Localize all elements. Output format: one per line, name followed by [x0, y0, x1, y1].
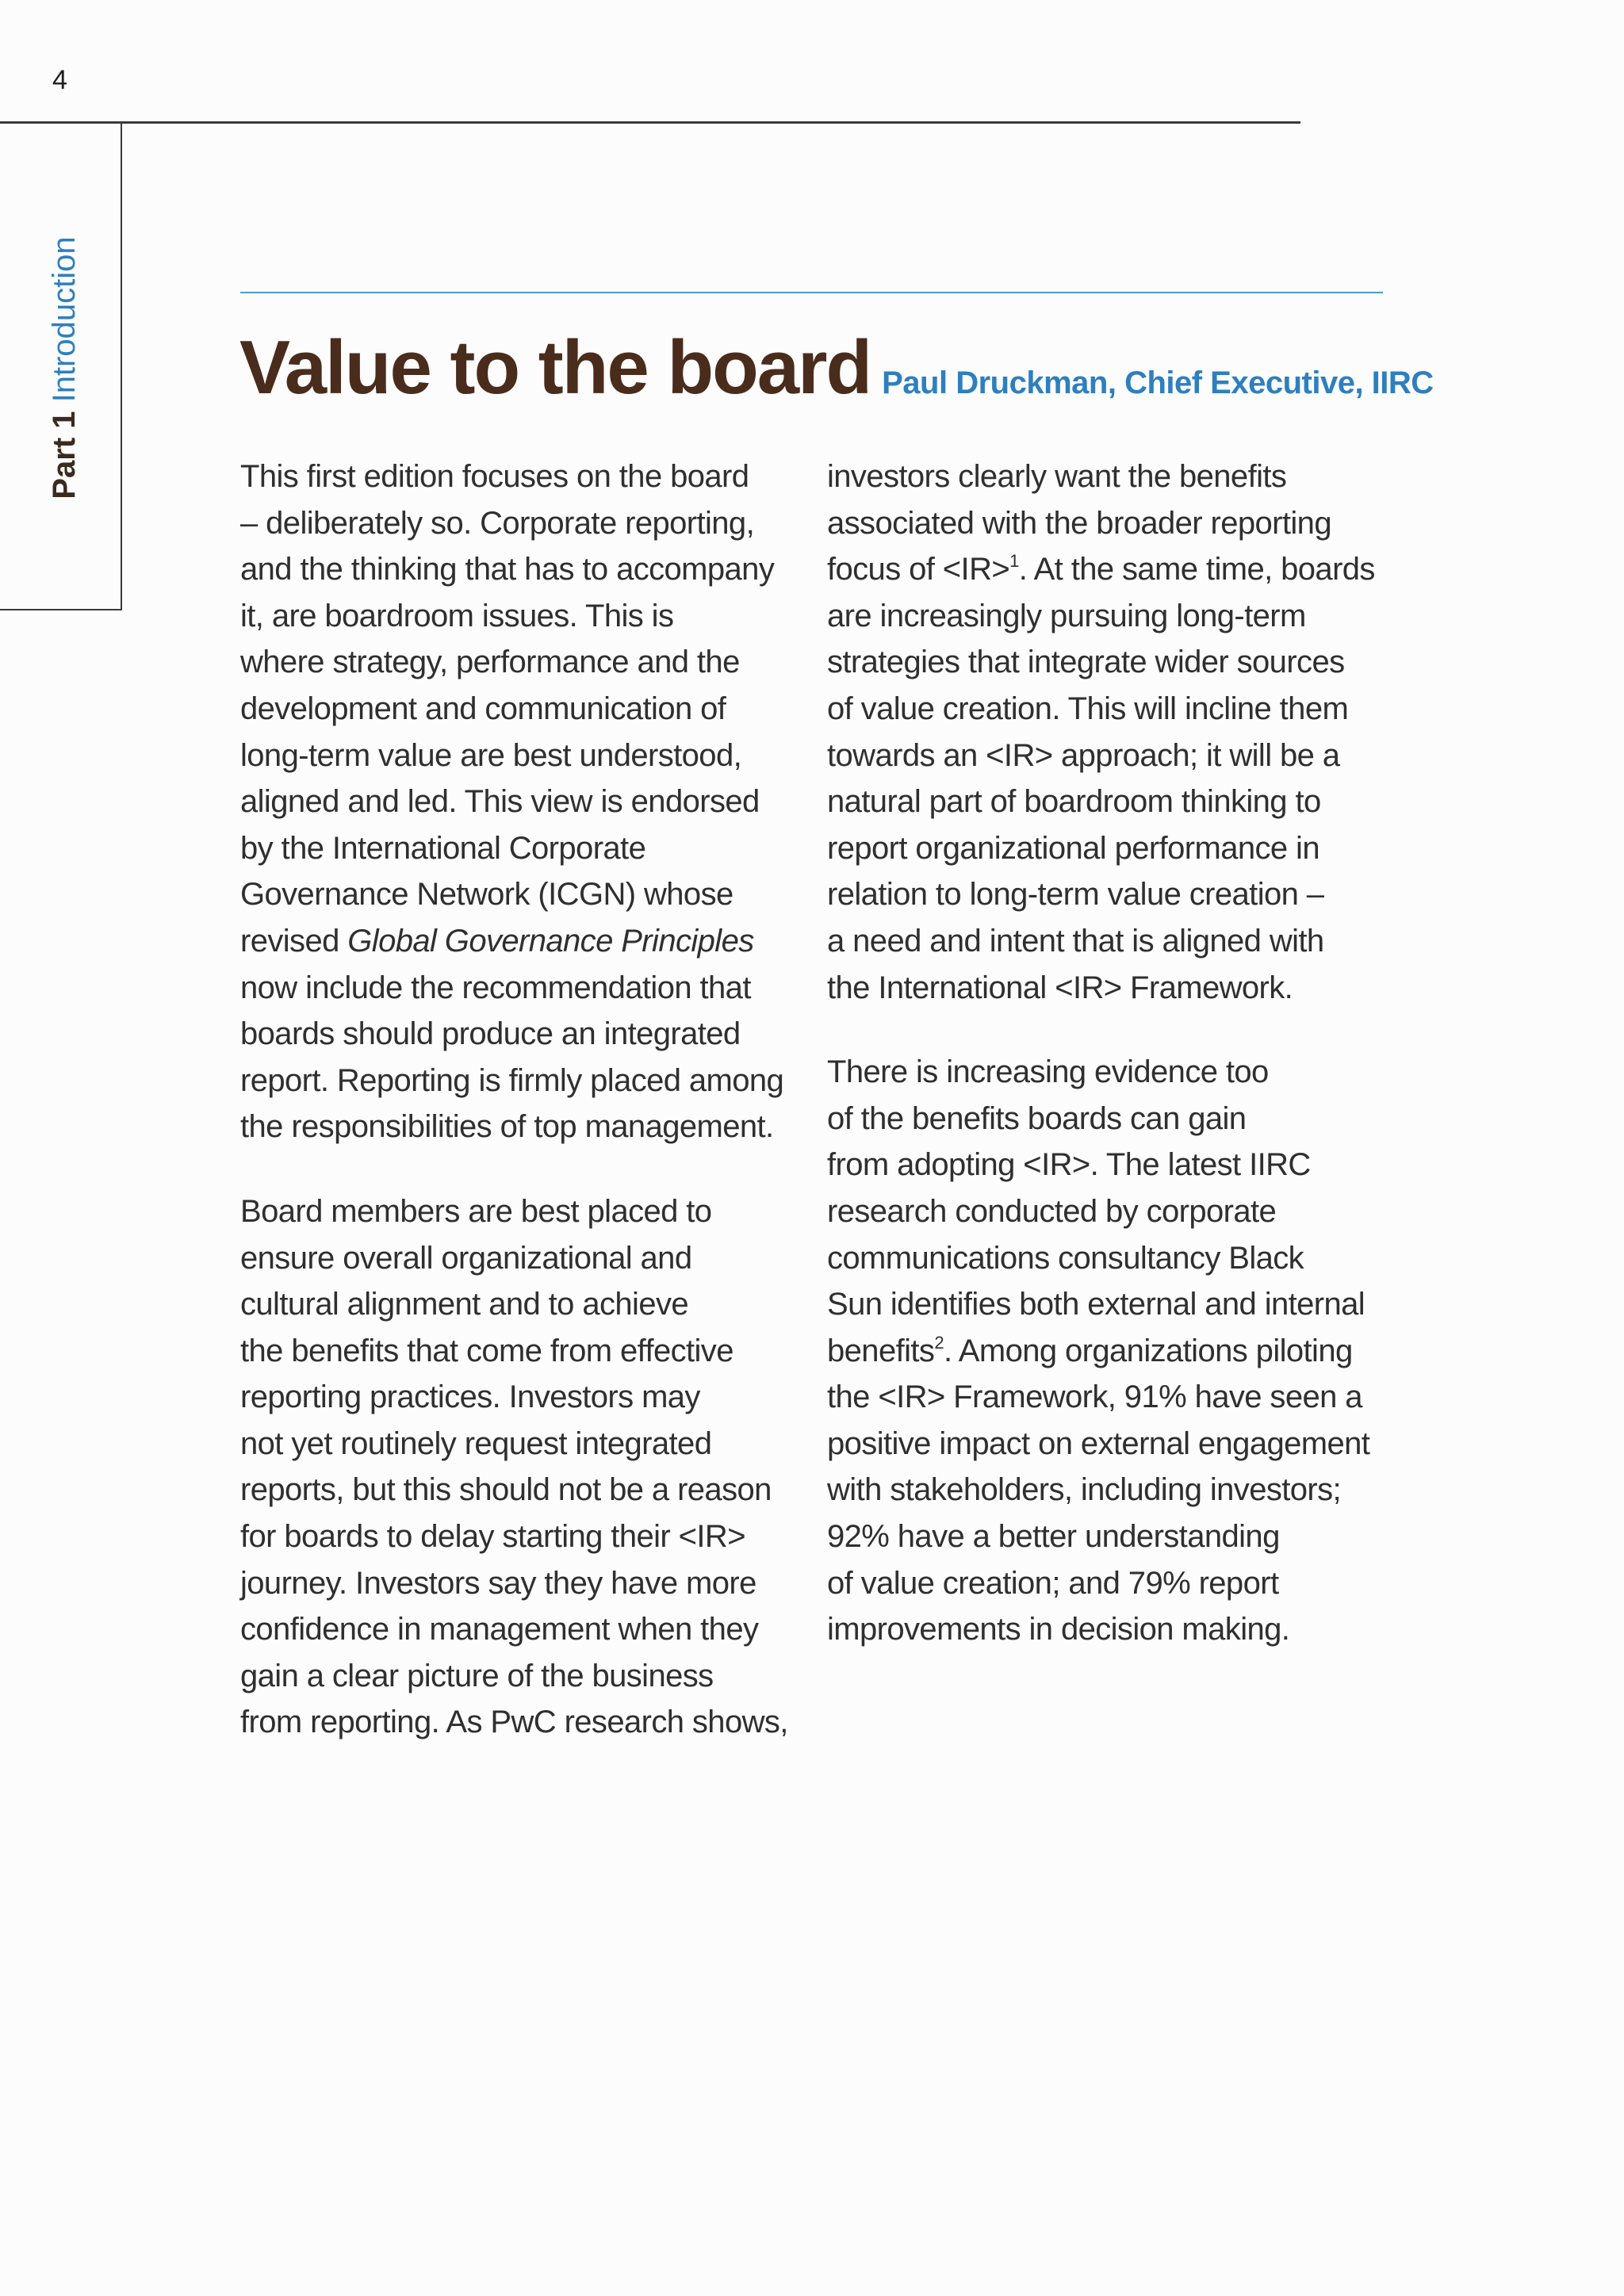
text-line: ensure overall organizational and [240, 1240, 692, 1276]
text-line: report organizational performance in [827, 830, 1320, 866]
text-line: where strategy, performance and the [240, 645, 740, 680]
text-line: cultural alignment and to achieve [240, 1287, 689, 1322]
text-fragment: . At the same time, boards [1018, 552, 1375, 587]
text-line: reporting practices. Investors may [240, 1380, 700, 1415]
text-line: investors clearly want the benefits [827, 459, 1287, 494]
text-line: of the benefits boards can gain [827, 1100, 1247, 1136]
text-line: of value creation; and 79% report [827, 1565, 1279, 1601]
text-line: for boards to delay starting their <IR> [240, 1519, 745, 1555]
text-line: long-term value are best understood, [240, 737, 742, 773]
right-column [827, 453, 1398, 1691]
text-line: improvements in decision making. [827, 1612, 1290, 1647]
text-line: research conducted by corporate [827, 1193, 1277, 1229]
text-line: development and communication of [240, 691, 726, 726]
text-line: Governance Network (ICGN) whose [240, 877, 733, 913]
text-line: aligned and led. This view is endorsed [240, 784, 760, 820]
text-line: with stakeholders, including investors; [827, 1472, 1342, 1508]
left-column [240, 453, 811, 1784]
text-line: are increasingly pursuing long-term [827, 598, 1306, 633]
text-line: Board members are best placed to [240, 1193, 712, 1229]
text-line: associated with the broader reporting [827, 505, 1331, 541]
text-line: by the International Corporate [240, 830, 646, 866]
text-line: report. Reporting is firmly placed among [240, 1062, 784, 1098]
text-line: towards an <IR> approach; it will be a [827, 737, 1340, 773]
text-fragment: revised [240, 923, 348, 959]
text-line: the <IR> Framework, 91% have seen a [827, 1380, 1362, 1415]
text-line: This first edition focuses on the board [240, 459, 749, 494]
article-title: Value to the board [239, 325, 871, 410]
text-line: natural part of boardroom thinking to [827, 784, 1321, 820]
text-line: journey. Investors say they have more [240, 1565, 756, 1601]
text-line: – deliberately so. Corporate reporting, [240, 505, 755, 541]
section-tab-label [48, 236, 80, 499]
text-line: now include the recommendation that [240, 970, 751, 1005]
text-line: the responsibilities of top management. [240, 1109, 774, 1145]
part-label: Part 1 [47, 411, 82, 499]
page-number: 4 [52, 65, 67, 95]
text-line: reports, but this should not be a reason [240, 1472, 772, 1508]
text-line: communications consultancy Black [827, 1240, 1304, 1276]
text-line: not yet routinely request integrated [240, 1425, 712, 1461]
text-line: from adopting <IR>. The latest IIRC [827, 1147, 1311, 1183]
publication-title: Global Governance Principles [347, 923, 754, 959]
text-fragment: . Among organizations piloting [943, 1333, 1353, 1368]
text-line: relation to long-term value creation – [827, 877, 1324, 913]
text-line: gain a clear picture of the business [240, 1658, 714, 1693]
article-byline: Paul Druckman, Chief Executive, IIRC [882, 365, 1434, 400]
text-line: boards should produce an integrated [240, 1016, 741, 1052]
text-line [827, 546, 1398, 593]
footnote-ref: 1 [1009, 551, 1019, 572]
paragraph [827, 453, 1398, 1011]
text-line: from reporting. As PwC research shows, [240, 1705, 788, 1740]
text-line: strategies that integrate wider sources [827, 645, 1345, 680]
footnote-ref: 2 [934, 1332, 944, 1353]
text-fragment: benefits [827, 1333, 935, 1368]
title-rule [240, 292, 1383, 293]
header-rule [0, 121, 1300, 124]
text-line [240, 918, 811, 965]
paragraph [827, 1049, 1398, 1653]
text-line: positive impact on external engagement [827, 1425, 1370, 1461]
text-line: a need and intent that is aligned with [827, 923, 1324, 959]
text-line: There is increasing evidence too [827, 1054, 1269, 1090]
paragraph [240, 1188, 811, 1746]
text-line: 92% have a better understanding [827, 1519, 1280, 1555]
text-line: of value creation. This will incline them [827, 691, 1349, 726]
text-line: the International <IR> Framework. [827, 970, 1293, 1005]
paragraph [240, 453, 811, 1150]
text-fragment: focus of <IR> [827, 552, 1010, 587]
text-line: it, are boardroom issues. This is [240, 598, 674, 633]
article-heading [239, 325, 1434, 410]
text-line [827, 1328, 1398, 1375]
section-label: Introduction [47, 236, 82, 403]
text-line: and the thinking that has to accompany [240, 552, 775, 587]
text-line: the benefits that come from effective [240, 1333, 733, 1368]
text-line: Sun identifies both external and internal [827, 1287, 1365, 1322]
text-line: confidence in management when they [240, 1612, 759, 1647]
